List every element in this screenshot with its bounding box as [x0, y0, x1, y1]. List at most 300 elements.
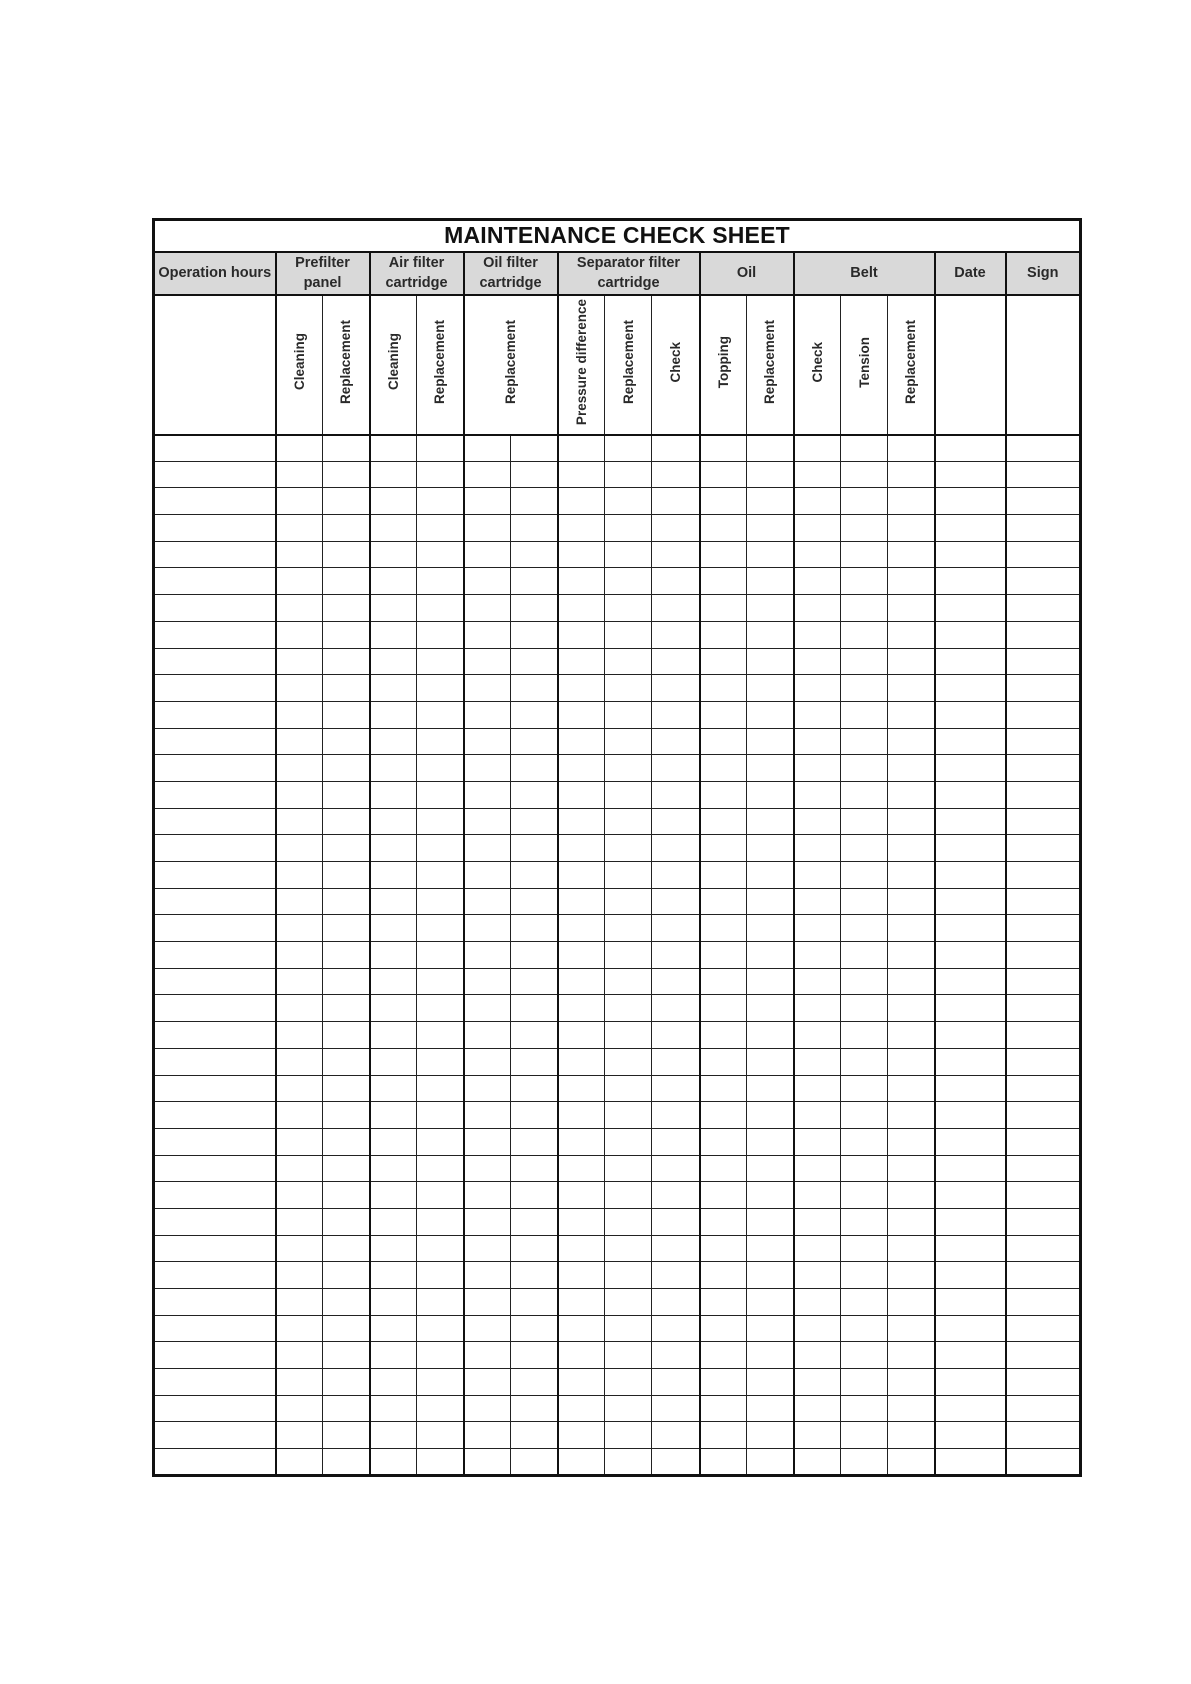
sign-cell[interactable]	[1006, 568, 1081, 595]
air-filter-cleaning-cell[interactable]	[370, 1235, 417, 1262]
sign-cell[interactable]	[1006, 781, 1081, 808]
oil-replacement-cell[interactable]	[747, 461, 794, 488]
sign-cell[interactable]	[1006, 595, 1081, 622]
prefilter-cleaning-cell[interactable]	[276, 1235, 323, 1262]
oil-filter-replacement-cell-b[interactable]	[511, 675, 558, 702]
air-filter-cleaning-cell[interactable]	[370, 515, 417, 542]
air-filter-cleaning-cell[interactable]	[370, 1422, 417, 1449]
separator-pressure-difference-cell[interactable]	[558, 1048, 605, 1075]
prefilter-replacement-cell[interactable]	[323, 755, 370, 782]
separator-check-cell[interactable]	[652, 648, 700, 675]
air-filter-replacement-cell[interactable]	[417, 1422, 464, 1449]
belt-tension-cell[interactable]	[841, 1342, 888, 1369]
prefilter-cleaning-cell[interactable]	[276, 648, 323, 675]
separator-check-cell[interactable]	[652, 488, 700, 515]
air-filter-cleaning-cell[interactable]	[370, 461, 417, 488]
air-filter-replacement-cell[interactable]	[417, 888, 464, 915]
oil-topping-cell[interactable]	[700, 1128, 747, 1155]
air-filter-cleaning-cell[interactable]	[370, 435, 417, 462]
separator-pressure-difference-cell[interactable]	[558, 1235, 605, 1262]
sign-cell[interactable]	[1006, 1315, 1081, 1342]
separator-replacement-cell[interactable]	[605, 701, 652, 728]
belt-replacement-cell[interactable]	[888, 1022, 935, 1049]
separator-replacement-cell[interactable]	[605, 515, 652, 542]
air-filter-cleaning-cell[interactable]	[370, 1182, 417, 1209]
air-filter-cleaning-cell[interactable]	[370, 835, 417, 862]
separator-check-cell[interactable]	[652, 942, 700, 969]
prefilter-replacement-cell[interactable]	[323, 648, 370, 675]
separator-check-cell[interactable]	[652, 435, 700, 462]
belt-check-cell[interactable]	[794, 675, 841, 702]
sign-cell[interactable]	[1006, 621, 1081, 648]
oil-replacement-cell[interactable]	[747, 942, 794, 969]
oil-filter-replacement-cell-b[interactable]	[511, 1342, 558, 1369]
separator-replacement-cell[interactable]	[605, 435, 652, 462]
oil-filter-replacement-cell-b[interactable]	[511, 648, 558, 675]
prefilter-cleaning-cell[interactable]	[276, 755, 323, 782]
date-cell[interactable]	[935, 675, 1006, 702]
air-filter-cleaning-cell[interactable]	[370, 1369, 417, 1396]
prefilter-cleaning-cell[interactable]	[276, 568, 323, 595]
prefilter-replacement-cell[interactable]	[323, 1449, 370, 1476]
sign-cell[interactable]	[1006, 862, 1081, 889]
belt-check-cell[interactable]	[794, 435, 841, 462]
operation-hours-cell[interactable]	[154, 1422, 276, 1449]
oil-replacement-cell[interactable]	[747, 648, 794, 675]
oil-replacement-cell[interactable]	[747, 1395, 794, 1422]
operation-hours-cell[interactable]	[154, 1235, 276, 1262]
belt-replacement-cell[interactable]	[888, 1342, 935, 1369]
separator-replacement-cell[interactable]	[605, 488, 652, 515]
oil-filter-replacement-cell-a[interactable]	[464, 1449, 511, 1476]
belt-tension-cell[interactable]	[841, 1262, 888, 1289]
date-cell[interactable]	[935, 435, 1006, 462]
oil-filter-replacement-cell-b[interactable]	[511, 461, 558, 488]
separator-check-cell[interactable]	[652, 1048, 700, 1075]
operation-hours-cell[interactable]	[154, 968, 276, 995]
separator-replacement-cell[interactable]	[605, 541, 652, 568]
prefilter-replacement-cell[interactable]	[323, 968, 370, 995]
prefilter-cleaning-cell[interactable]	[276, 1182, 323, 1209]
belt-replacement-cell[interactable]	[888, 488, 935, 515]
separator-check-cell[interactable]	[652, 1422, 700, 1449]
operation-hours-cell[interactable]	[154, 1315, 276, 1342]
date-cell[interactable]	[935, 1315, 1006, 1342]
date-cell[interactable]	[935, 1022, 1006, 1049]
air-filter-replacement-cell[interactable]	[417, 1155, 464, 1182]
separator-check-cell[interactable]	[652, 862, 700, 889]
air-filter-cleaning-cell[interactable]	[370, 1155, 417, 1182]
oil-topping-cell[interactable]	[700, 728, 747, 755]
separator-check-cell[interactable]	[652, 515, 700, 542]
prefilter-replacement-cell[interactable]	[323, 1369, 370, 1396]
separator-pressure-difference-cell[interactable]	[558, 648, 605, 675]
date-cell[interactable]	[935, 701, 1006, 728]
air-filter-cleaning-cell[interactable]	[370, 862, 417, 889]
separator-replacement-cell[interactable]	[605, 888, 652, 915]
separator-replacement-cell[interactable]	[605, 808, 652, 835]
separator-replacement-cell[interactable]	[605, 621, 652, 648]
belt-replacement-cell[interactable]	[888, 1075, 935, 1102]
air-filter-replacement-cell[interactable]	[417, 1342, 464, 1369]
air-filter-replacement-cell[interactable]	[417, 781, 464, 808]
separator-replacement-cell[interactable]	[605, 1048, 652, 1075]
oil-topping-cell[interactable]	[700, 1075, 747, 1102]
operation-hours-cell[interactable]	[154, 1102, 276, 1129]
oil-filter-replacement-cell-a[interactable]	[464, 595, 511, 622]
separator-replacement-cell[interactable]	[605, 1182, 652, 1209]
belt-replacement-cell[interactable]	[888, 915, 935, 942]
oil-topping-cell[interactable]	[700, 1155, 747, 1182]
sign-cell[interactable]	[1006, 728, 1081, 755]
sign-cell[interactable]	[1006, 942, 1081, 969]
oil-replacement-cell[interactable]	[747, 808, 794, 835]
oil-filter-replacement-cell-b[interactable]	[511, 1208, 558, 1235]
oil-replacement-cell[interactable]	[747, 888, 794, 915]
operation-hours-cell[interactable]	[154, 942, 276, 969]
prefilter-cleaning-cell[interactable]	[276, 1315, 323, 1342]
oil-topping-cell[interactable]	[700, 1449, 747, 1476]
belt-check-cell[interactable]	[794, 1422, 841, 1449]
oil-filter-replacement-cell-b[interactable]	[511, 755, 558, 782]
air-filter-replacement-cell[interactable]	[417, 595, 464, 622]
oil-replacement-cell[interactable]	[747, 1102, 794, 1129]
prefilter-cleaning-cell[interactable]	[276, 1048, 323, 1075]
belt-replacement-cell[interactable]	[888, 1048, 935, 1075]
sign-cell[interactable]	[1006, 1422, 1081, 1449]
prefilter-replacement-cell[interactable]	[323, 781, 370, 808]
prefilter-cleaning-cell[interactable]	[276, 488, 323, 515]
oil-replacement-cell[interactable]	[747, 1128, 794, 1155]
belt-tension-cell[interactable]	[841, 808, 888, 835]
prefilter-replacement-cell[interactable]	[323, 835, 370, 862]
oil-filter-replacement-cell-a[interactable]	[464, 1422, 511, 1449]
operation-hours-cell[interactable]	[154, 1128, 276, 1155]
oil-filter-replacement-cell-a[interactable]	[464, 1235, 511, 1262]
prefilter-replacement-cell[interactable]	[323, 1315, 370, 1342]
date-cell[interactable]	[935, 942, 1006, 969]
belt-tension-cell[interactable]	[841, 888, 888, 915]
belt-replacement-cell[interactable]	[888, 568, 935, 595]
operation-hours-cell[interactable]	[154, 568, 276, 595]
separator-check-cell[interactable]	[652, 835, 700, 862]
belt-check-cell[interactable]	[794, 461, 841, 488]
operation-hours-cell[interactable]	[154, 1369, 276, 1396]
belt-replacement-cell[interactable]	[888, 862, 935, 889]
air-filter-replacement-cell[interactable]	[417, 1128, 464, 1155]
sign-cell[interactable]	[1006, 888, 1081, 915]
belt-check-cell[interactable]	[794, 568, 841, 595]
date-cell[interactable]	[935, 755, 1006, 782]
oil-filter-replacement-cell-b[interactable]	[511, 1369, 558, 1396]
air-filter-replacement-cell[interactable]	[417, 1102, 464, 1129]
belt-replacement-cell[interactable]	[888, 888, 935, 915]
belt-check-cell[interactable]	[794, 1289, 841, 1316]
separator-pressure-difference-cell[interactable]	[558, 1289, 605, 1316]
belt-tension-cell[interactable]	[841, 755, 888, 782]
prefilter-replacement-cell[interactable]	[323, 1289, 370, 1316]
prefilter-replacement-cell[interactable]	[323, 1262, 370, 1289]
belt-replacement-cell[interactable]	[888, 461, 935, 488]
belt-replacement-cell[interactable]	[888, 835, 935, 862]
prefilter-replacement-cell[interactable]	[323, 1342, 370, 1369]
separator-replacement-cell[interactable]	[605, 461, 652, 488]
oil-filter-replacement-cell-a[interactable]	[464, 488, 511, 515]
belt-replacement-cell[interactable]	[888, 968, 935, 995]
sign-cell[interactable]	[1006, 1075, 1081, 1102]
sign-cell[interactable]	[1006, 915, 1081, 942]
separator-pressure-difference-cell[interactable]	[558, 1182, 605, 1209]
belt-replacement-cell[interactable]	[888, 1155, 935, 1182]
air-filter-replacement-cell[interactable]	[417, 1289, 464, 1316]
separator-replacement-cell[interactable]	[605, 968, 652, 995]
oil-filter-replacement-cell-b[interactable]	[511, 942, 558, 969]
separator-check-cell[interactable]	[652, 968, 700, 995]
prefilter-replacement-cell[interactable]	[323, 1128, 370, 1155]
prefilter-cleaning-cell[interactable]	[276, 995, 323, 1022]
oil-topping-cell[interactable]	[700, 541, 747, 568]
air-filter-cleaning-cell[interactable]	[370, 995, 417, 1022]
prefilter-cleaning-cell[interactable]	[276, 1449, 323, 1476]
oil-filter-replacement-cell-a[interactable]	[464, 808, 511, 835]
air-filter-replacement-cell[interactable]	[417, 488, 464, 515]
belt-check-cell[interactable]	[794, 755, 841, 782]
belt-tension-cell[interactable]	[841, 1075, 888, 1102]
belt-replacement-cell[interactable]	[888, 1235, 935, 1262]
separator-check-cell[interactable]	[652, 621, 700, 648]
oil-topping-cell[interactable]	[700, 942, 747, 969]
air-filter-cleaning-cell[interactable]	[370, 1102, 417, 1129]
date-cell[interactable]	[935, 781, 1006, 808]
oil-replacement-cell[interactable]	[747, 1048, 794, 1075]
oil-replacement-cell[interactable]	[747, 595, 794, 622]
operation-hours-cell[interactable]	[154, 701, 276, 728]
oil-filter-replacement-cell-a[interactable]	[464, 1289, 511, 1316]
separator-check-cell[interactable]	[652, 1128, 700, 1155]
date-cell[interactable]	[935, 1075, 1006, 1102]
sign-cell[interactable]	[1006, 1022, 1081, 1049]
belt-tension-cell[interactable]	[841, 701, 888, 728]
belt-replacement-cell[interactable]	[888, 781, 935, 808]
date-cell[interactable]	[935, 648, 1006, 675]
prefilter-replacement-cell[interactable]	[323, 808, 370, 835]
operation-hours-cell[interactable]	[154, 1182, 276, 1209]
separator-check-cell[interactable]	[652, 1182, 700, 1209]
belt-tension-cell[interactable]	[841, 942, 888, 969]
belt-replacement-cell[interactable]	[888, 1128, 935, 1155]
oil-filter-replacement-cell-a[interactable]	[464, 942, 511, 969]
prefilter-replacement-cell[interactable]	[323, 1155, 370, 1182]
belt-check-cell[interactable]	[794, 541, 841, 568]
oil-filter-replacement-cell-a[interactable]	[464, 1075, 511, 1102]
oil-replacement-cell[interactable]	[747, 862, 794, 889]
separator-check-cell[interactable]	[652, 1315, 700, 1342]
belt-tension-cell[interactable]	[841, 862, 888, 889]
belt-check-cell[interactable]	[794, 808, 841, 835]
belt-tension-cell[interactable]	[841, 541, 888, 568]
air-filter-replacement-cell[interactable]	[417, 1315, 464, 1342]
separator-replacement-cell[interactable]	[605, 1449, 652, 1476]
belt-check-cell[interactable]	[794, 648, 841, 675]
operation-hours-cell[interactable]	[154, 1262, 276, 1289]
separator-replacement-cell[interactable]	[605, 1235, 652, 1262]
oil-filter-replacement-cell-b[interactable]	[511, 1022, 558, 1049]
prefilter-cleaning-cell[interactable]	[276, 1102, 323, 1129]
oil-filter-replacement-cell-b[interactable]	[511, 1182, 558, 1209]
separator-check-cell[interactable]	[652, 1262, 700, 1289]
separator-replacement-cell[interactable]	[605, 1208, 652, 1235]
air-filter-cleaning-cell[interactable]	[370, 1315, 417, 1342]
oil-filter-replacement-cell-b[interactable]	[511, 435, 558, 462]
date-cell[interactable]	[935, 595, 1006, 622]
prefilter-cleaning-cell[interactable]	[276, 675, 323, 702]
oil-replacement-cell[interactable]	[747, 541, 794, 568]
sign-cell[interactable]	[1006, 1289, 1081, 1316]
separator-replacement-cell[interactable]	[605, 1315, 652, 1342]
operation-hours-cell[interactable]	[154, 595, 276, 622]
belt-check-cell[interactable]	[794, 621, 841, 648]
operation-hours-cell[interactable]	[154, 621, 276, 648]
belt-check-cell[interactable]	[794, 1262, 841, 1289]
prefilter-cleaning-cell[interactable]	[276, 781, 323, 808]
prefilter-replacement-cell[interactable]	[323, 1075, 370, 1102]
prefilter-replacement-cell[interactable]	[323, 888, 370, 915]
sign-cell[interactable]	[1006, 541, 1081, 568]
date-cell[interactable]	[935, 488, 1006, 515]
operation-hours-cell[interactable]	[154, 1048, 276, 1075]
prefilter-cleaning-cell[interactable]	[276, 701, 323, 728]
operation-hours-cell[interactable]	[154, 808, 276, 835]
prefilter-cleaning-cell[interactable]	[276, 808, 323, 835]
operation-hours-cell[interactable]	[154, 488, 276, 515]
air-filter-cleaning-cell[interactable]	[370, 488, 417, 515]
air-filter-replacement-cell[interactable]	[417, 1369, 464, 1396]
prefilter-cleaning-cell[interactable]	[276, 835, 323, 862]
prefilter-cleaning-cell[interactable]	[276, 968, 323, 995]
date-cell[interactable]	[935, 888, 1006, 915]
oil-topping-cell[interactable]	[700, 435, 747, 462]
oil-filter-replacement-cell-a[interactable]	[464, 461, 511, 488]
separator-check-cell[interactable]	[652, 1289, 700, 1316]
separator-replacement-cell[interactable]	[605, 835, 652, 862]
date-cell[interactable]	[935, 862, 1006, 889]
prefilter-cleaning-cell[interactable]	[276, 1155, 323, 1182]
oil-filter-replacement-cell-a[interactable]	[464, 1315, 511, 1342]
oil-filter-replacement-cell-b[interactable]	[511, 1155, 558, 1182]
operation-hours-cell[interactable]	[154, 515, 276, 542]
belt-check-cell[interactable]	[794, 1048, 841, 1075]
oil-filter-replacement-cell-a[interactable]	[464, 915, 511, 942]
separator-pressure-difference-cell[interactable]	[558, 435, 605, 462]
operation-hours-cell[interactable]	[154, 755, 276, 782]
separator-replacement-cell[interactable]	[605, 1155, 652, 1182]
operation-hours-cell[interactable]	[154, 1075, 276, 1102]
air-filter-replacement-cell[interactable]	[417, 995, 464, 1022]
separator-replacement-cell[interactable]	[605, 1342, 652, 1369]
date-cell[interactable]	[935, 835, 1006, 862]
sign-cell[interactable]	[1006, 1262, 1081, 1289]
oil-filter-replacement-cell-b[interactable]	[511, 728, 558, 755]
separator-pressure-difference-cell[interactable]	[558, 995, 605, 1022]
separator-pressure-difference-cell[interactable]	[558, 1075, 605, 1102]
belt-tension-cell[interactable]	[841, 968, 888, 995]
oil-filter-replacement-cell-a[interactable]	[464, 755, 511, 782]
prefilter-cleaning-cell[interactable]	[276, 1289, 323, 1316]
prefilter-cleaning-cell[interactable]	[276, 595, 323, 622]
date-cell[interactable]	[935, 728, 1006, 755]
belt-check-cell[interactable]	[794, 595, 841, 622]
separator-pressure-difference-cell[interactable]	[558, 1022, 605, 1049]
belt-tension-cell[interactable]	[841, 1208, 888, 1235]
belt-replacement-cell[interactable]	[888, 942, 935, 969]
date-cell[interactable]	[935, 1128, 1006, 1155]
belt-check-cell[interactable]	[794, 888, 841, 915]
prefilter-cleaning-cell[interactable]	[276, 1422, 323, 1449]
oil-replacement-cell[interactable]	[747, 781, 794, 808]
oil-topping-cell[interactable]	[700, 568, 747, 595]
date-cell[interactable]	[935, 1449, 1006, 1476]
belt-check-cell[interactable]	[794, 915, 841, 942]
oil-replacement-cell[interactable]	[747, 621, 794, 648]
belt-check-cell[interactable]	[794, 1342, 841, 1369]
oil-filter-replacement-cell-a[interactable]	[464, 835, 511, 862]
oil-replacement-cell[interactable]	[747, 1262, 794, 1289]
belt-tension-cell[interactable]	[841, 675, 888, 702]
separator-replacement-cell[interactable]	[605, 568, 652, 595]
oil-filter-replacement-cell-a[interactable]	[464, 541, 511, 568]
belt-tension-cell[interactable]	[841, 1315, 888, 1342]
sign-cell[interactable]	[1006, 1048, 1081, 1075]
separator-check-cell[interactable]	[652, 1102, 700, 1129]
belt-tension-cell[interactable]	[841, 488, 888, 515]
operation-hours-cell[interactable]	[154, 728, 276, 755]
oil-filter-replacement-cell-a[interactable]	[464, 621, 511, 648]
air-filter-replacement-cell[interactable]	[417, 648, 464, 675]
oil-replacement-cell[interactable]	[747, 1235, 794, 1262]
oil-replacement-cell[interactable]	[747, 568, 794, 595]
operation-hours-cell[interactable]	[154, 541, 276, 568]
prefilter-cleaning-cell[interactable]	[276, 1262, 323, 1289]
operation-hours-cell[interactable]	[154, 461, 276, 488]
oil-replacement-cell[interactable]	[747, 1182, 794, 1209]
air-filter-cleaning-cell[interactable]	[370, 915, 417, 942]
prefilter-replacement-cell[interactable]	[323, 995, 370, 1022]
separator-check-cell[interactable]	[652, 1235, 700, 1262]
separator-pressure-difference-cell[interactable]	[558, 541, 605, 568]
prefilter-replacement-cell[interactable]	[323, 1208, 370, 1235]
oil-filter-replacement-cell-a[interactable]	[464, 1395, 511, 1422]
belt-tension-cell[interactable]	[841, 595, 888, 622]
belt-replacement-cell[interactable]	[888, 1449, 935, 1476]
operation-hours-cell[interactable]	[154, 862, 276, 889]
belt-check-cell[interactable]	[794, 781, 841, 808]
air-filter-replacement-cell[interactable]	[417, 1235, 464, 1262]
belt-tension-cell[interactable]	[841, 1449, 888, 1476]
date-cell[interactable]	[935, 995, 1006, 1022]
date-cell[interactable]	[935, 1262, 1006, 1289]
oil-filter-replacement-cell-a[interactable]	[464, 1262, 511, 1289]
air-filter-cleaning-cell[interactable]	[370, 968, 417, 995]
date-cell[interactable]	[935, 1182, 1006, 1209]
air-filter-cleaning-cell[interactable]	[370, 1395, 417, 1422]
belt-tension-cell[interactable]	[841, 728, 888, 755]
air-filter-replacement-cell[interactable]	[417, 942, 464, 969]
air-filter-cleaning-cell[interactable]	[370, 595, 417, 622]
oil-filter-replacement-cell-b[interactable]	[511, 808, 558, 835]
separator-check-cell[interactable]	[652, 1208, 700, 1235]
prefilter-replacement-cell[interactable]	[323, 862, 370, 889]
oil-topping-cell[interactable]	[700, 968, 747, 995]
